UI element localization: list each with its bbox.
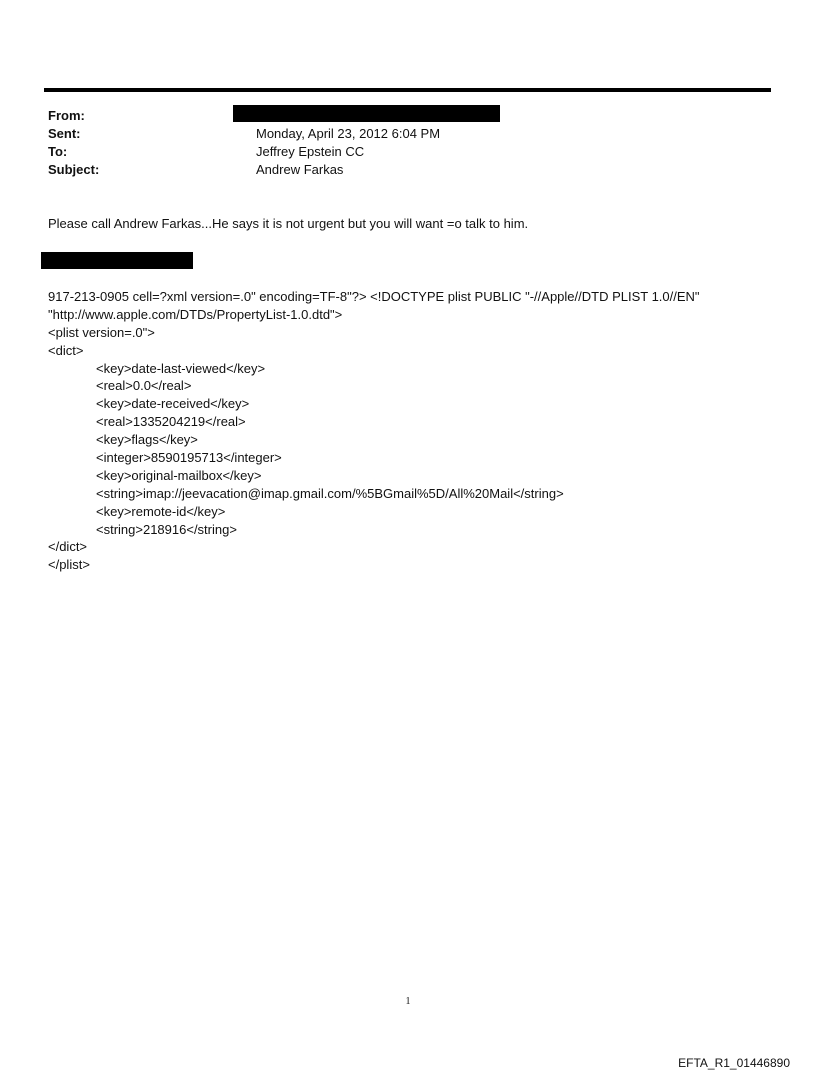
plist-line: <string>218916</string> — [96, 521, 237, 537]
plist-block — [48, 288, 700, 574]
subject-label: Subject: — [48, 162, 100, 177]
plist-line: <real>0.0</real> — [96, 378, 192, 394]
plist-line: </dict> — [48, 539, 88, 555]
header-rule — [44, 88, 771, 92]
plist-line: "http://www.apple.com/DTDs/PropertyList-1.0.dtd"> — [48, 306, 343, 322]
plist-line: <key>original-mailbox</key> — [96, 467, 262, 483]
document-id: EFTA_R1_01446890 — [678, 1056, 790, 1070]
plist-line: </plist> — [48, 557, 90, 573]
from-redaction — [233, 105, 500, 122]
signature-redaction — [41, 252, 193, 269]
plist-line: <plist version=.0"> — [48, 324, 155, 340]
plist-line: 917-213-0905 cell=?xml version=.0" encoding=TF-8"?> <!DOCTYPE plist PUBLIC "-//Apple//DTD PLIST 1.0//EN" — [48, 289, 700, 304]
page-number: 1 — [405, 996, 411, 1007]
plist-line: <key>remote-id</key> — [96, 503, 226, 519]
plist-line: <string>imap://jeevacation@imap.gmail.com/%5BGmail%5D/All%20Mail</string> — [96, 485, 564, 501]
plist-line: <real>1335204219</real> — [96, 414, 246, 430]
to-value: Jeffrey Epstein CC — [256, 144, 365, 159]
to-label: To: — [48, 144, 68, 159]
subject-value: Andrew Farkas — [256, 162, 344, 177]
sent-value: Monday, April 23, 2012 6:04 PM — [256, 126, 441, 141]
message-body: Please call Andrew Farkas...He says it is not urgent but you will want =o talk to him. — [48, 216, 529, 231]
sent-label: Sent: — [48, 126, 81, 141]
plist-line: <key>flags</key> — [96, 432, 198, 448]
plist-line: <integer>8590195713</integer> — [96, 450, 282, 466]
plist-line: <key>date-received</key> — [96, 396, 250, 412]
plist-line: <dict> — [48, 342, 84, 358]
plist-line: <key>date-last-viewed</key> — [96, 360, 266, 376]
from-label: From: — [48, 108, 85, 123]
